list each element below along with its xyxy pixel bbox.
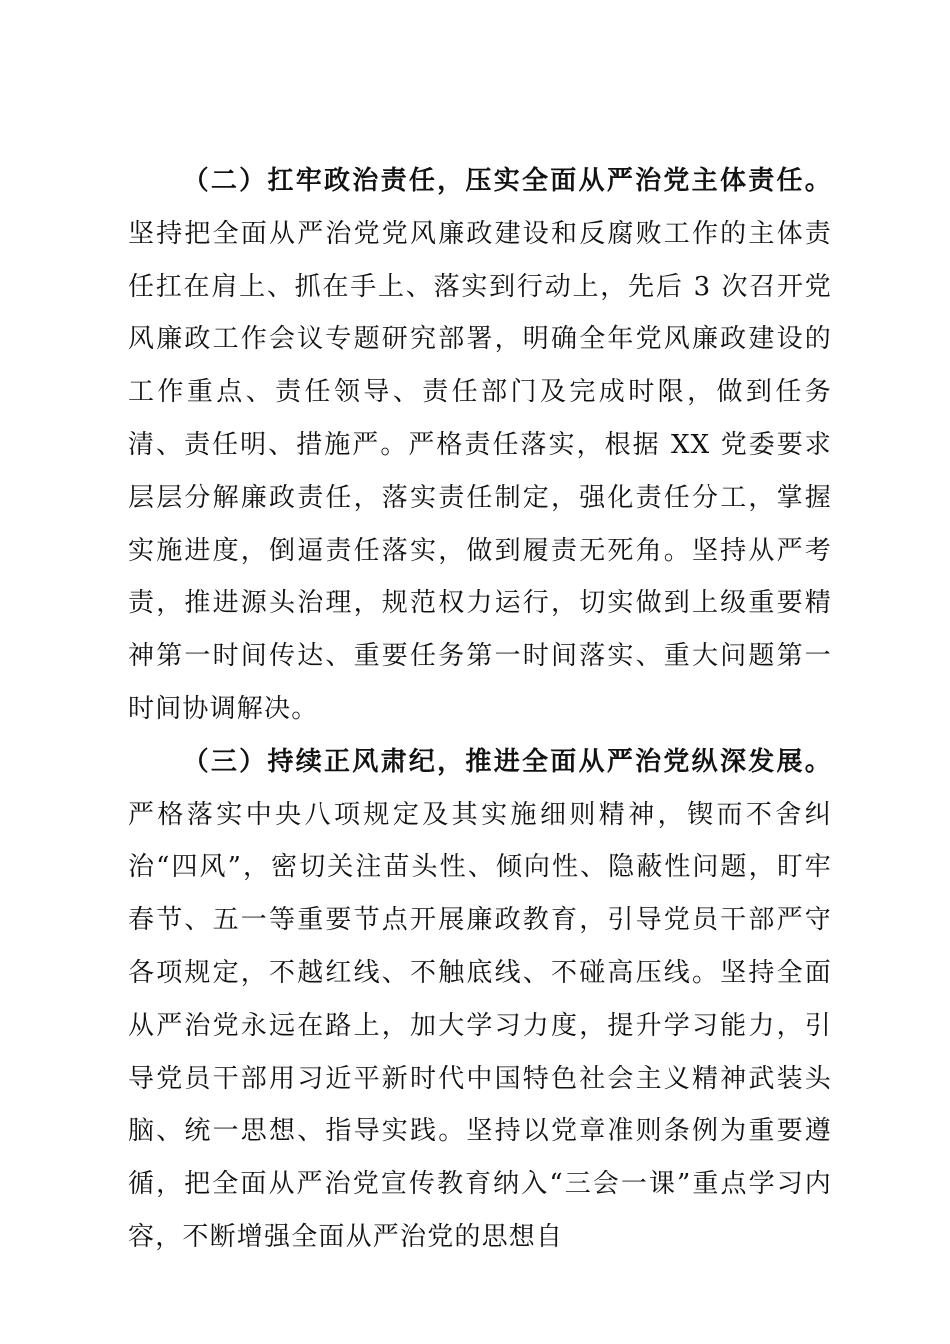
section-3-paragraph xyxy=(128,736,832,1264)
section-3-heading: （三）持续正风肃纪，推进全面从严治党纵深发展。 xyxy=(182,746,832,777)
section-2-body: 坚持把全面从严治党党风廉政建设和反腐败工作的主体责任扛在肩上、抓在手上、落实到行动上，先后 3 次召开党风廉政工作会议专题研究部署，明确全年党风廉政建设的工作重点、责任领导、责任部门及完成时限，做到任务清、责任明、措施严。严格责任落实，根据 XX 党委要求层层分解廉政责任，落实责任制定，强化责任分工，掌握实施进度，倒逼责任落实，做到履责无死角。坚持从严考责，推进源头治理，规范权力运行，切实做到上级重要精神第一时间传达、重要任务第一时间落实、重大问题第一时间协调解决。 xyxy=(128,218,832,724)
document-page xyxy=(128,155,832,1264)
section-3-body: 严格落实中央八项规定及其实施细则精神，锲而不舍纠治“四风”，密切关注苗头性、倾向性、隐蔽性问题，盯牢春节、五一等重要节点开展廉政教育，引导党员干部严守各项规定，不越红线、不触底线、不碰高压线。坚持全面从严治党永远在路上，加大学习力度，提升学习能力，引导党员干部用习近平新时代中国特色社会主义精神武装头脑、统一思想、指导实践。坚持以党章准则条例为重要遵循，把全面从严治党宣传教育纳入“三会一课”重点学习内容，不断增强全面从严治党的思想自 xyxy=(128,799,832,1252)
section-2-paragraph xyxy=(128,155,832,736)
section-2-heading: （二）扛牢政治责任，压实全面从严治党主体责任。 xyxy=(182,166,832,196)
